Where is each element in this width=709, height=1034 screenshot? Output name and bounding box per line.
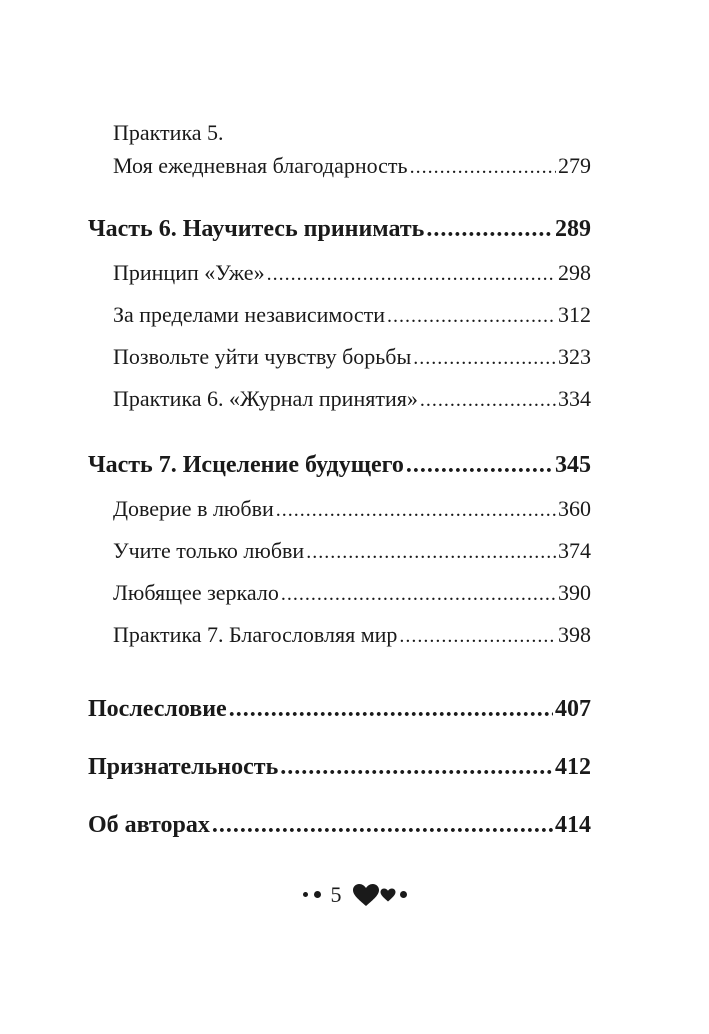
toc-entry[interactable] xyxy=(113,252,591,294)
toc-entry-page: 360 xyxy=(558,496,591,521)
dot-leader xyxy=(420,379,556,421)
toc-entry-page: 398 xyxy=(558,622,591,647)
dot-leader xyxy=(280,738,553,796)
toc-entry-title: Практика 6. «Журнал принятия» xyxy=(113,386,418,411)
toc-part-page: 407 xyxy=(555,696,591,722)
toc-part-page: 412 xyxy=(555,754,591,780)
toc-entry[interactable] xyxy=(113,530,591,572)
toc-entry-title: Моя ежедневная благодарность xyxy=(113,153,408,178)
toc-part-title: Часть 6. Научитесь принимать xyxy=(88,216,425,242)
dot-leader xyxy=(229,680,553,738)
dot-icon xyxy=(303,892,308,897)
toc-entry[interactable] xyxy=(113,294,591,336)
toc-part-title: Об авторах xyxy=(88,812,210,838)
toc-entry-title: Практика 5. xyxy=(113,120,224,145)
toc-entry[interactable] xyxy=(113,378,591,420)
toc-acknowledgements[interactable] xyxy=(88,738,591,796)
toc-entry-practice-5-heading xyxy=(113,118,591,148)
dot-leader xyxy=(306,531,556,573)
toc-entry-page: 374 xyxy=(558,538,591,563)
table-of-contents xyxy=(88,118,591,854)
toc-entry-title: Любящее зеркало xyxy=(113,580,279,605)
dot-leader xyxy=(399,615,556,657)
heart-icon xyxy=(352,883,380,907)
dot-leader xyxy=(413,337,556,379)
toc-entry-page: 334 xyxy=(558,386,591,411)
dot-leader xyxy=(276,489,556,531)
toc-entry[interactable] xyxy=(113,572,591,614)
dot-icon xyxy=(314,891,321,898)
toc-part-title: Часть 7. Исцеление будущего xyxy=(88,452,404,478)
toc-part-page: 345 xyxy=(555,452,591,478)
toc-entry-title: Доверие в любви xyxy=(113,496,274,521)
toc-part-page: 414 xyxy=(555,812,591,838)
toc-entry-title: Принцип «Уже» xyxy=(113,260,265,285)
dot-leader xyxy=(387,295,556,337)
dot-leader xyxy=(212,796,553,854)
toc-entry-practice-5[interactable] xyxy=(113,148,591,184)
dot-leader xyxy=(281,573,556,615)
toc-entry-page: 312 xyxy=(558,302,591,327)
toc-entry-title: Учите только любви xyxy=(113,538,305,563)
toc-entry[interactable] xyxy=(113,336,591,378)
dot-leader xyxy=(406,442,553,488)
page-folio xyxy=(0,880,709,908)
toc-entry-page: 323 xyxy=(558,344,591,369)
toc-about-authors[interactable] xyxy=(88,796,591,854)
toc-part-7[interactable] xyxy=(88,442,591,488)
toc-entry-page: 279 xyxy=(558,153,591,178)
toc-entry-title: Позвольте уйти чувству борьбы xyxy=(113,344,412,369)
toc-afterword[interactable] xyxy=(88,680,591,738)
toc-entry-page: 390 xyxy=(558,580,591,605)
page-number: 5 xyxy=(330,881,342,907)
toc-entry[interactable] xyxy=(113,614,591,656)
toc-entry-title: За пределами независимости xyxy=(113,302,386,327)
toc-entry-title: Практика 7. Благословляя мир xyxy=(113,622,398,647)
dot-leader xyxy=(410,149,556,185)
toc-entry[interactable] xyxy=(113,488,591,530)
small-heart-icon xyxy=(380,888,396,902)
dot-leader xyxy=(426,206,553,252)
toc-part-title: Признательность xyxy=(88,754,279,780)
toc-part-page: 289 xyxy=(555,216,591,242)
toc-part-title: Послесловие xyxy=(88,696,227,722)
toc-entry-page: 298 xyxy=(558,260,591,285)
dot-icon xyxy=(400,891,407,898)
dot-leader xyxy=(267,253,556,295)
toc-part-6[interactable] xyxy=(88,206,591,252)
